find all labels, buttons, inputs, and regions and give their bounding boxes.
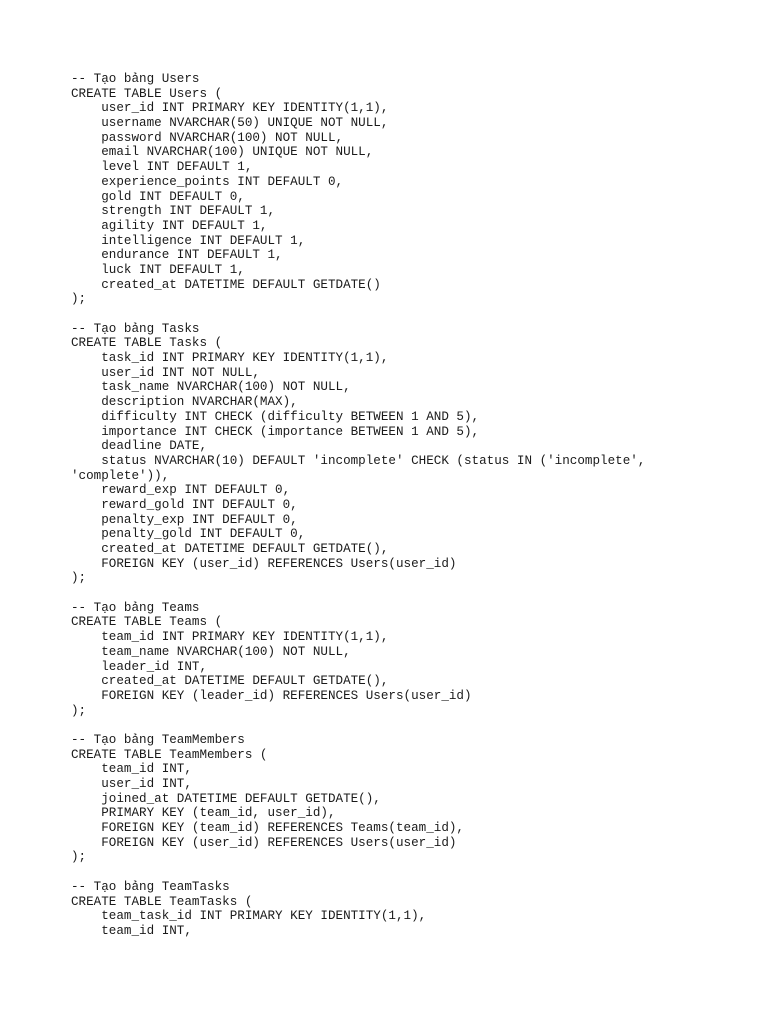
code-line: experience_points INT DEFAULT 0, <box>71 174 344 189</box>
code-line: luck INT DEFAULT 1, <box>71 262 245 277</box>
code-line: level INT DEFAULT 1, <box>71 160 253 175</box>
code-line: -- Tạo bảng TeamTasks <box>71 879 230 894</box>
code-block <box>71 733 748 865</box>
code-block <box>71 322 748 586</box>
code-line: password NVARCHAR(100) NOT NULL, <box>71 130 344 145</box>
code-line: ); <box>71 703 87 718</box>
code-block <box>71 72 748 307</box>
code-line: difficulty INT CHECK (difficulty BETWEEN 1 AND 5), <box>71 409 480 424</box>
code-line: -- Tạo bảng Users <box>71 72 200 86</box>
code-line: -- Tạo bảng TeamMembers <box>71 732 245 747</box>
code-line: -- Tạo bảng Tasks <box>71 321 200 336</box>
code-line: team_task_id INT PRIMARY KEY IDENTITY(1,1), <box>71 909 427 924</box>
code-line: reward_gold INT DEFAULT 0, <box>71 497 298 512</box>
code-line: importance INT CHECK (importance BETWEEN 1 AND 5), <box>71 424 480 439</box>
code-line: description NVARCHAR(MAX), <box>71 395 298 410</box>
code-line: CREATE TABLE Teams ( <box>71 615 223 630</box>
document-page <box>71 72 748 953</box>
code-line: gold INT DEFAULT 0, <box>71 189 245 204</box>
code-line: user_id INT NOT NULL, <box>71 365 260 380</box>
code-line: CREATE TABLE Users ( <box>71 86 223 101</box>
code-line: team_name NVARCHAR(100) NOT NULL, <box>71 644 351 659</box>
sql-code <box>71 72 748 939</box>
code-block <box>71 880 748 939</box>
code-line: created_at DATETIME DEFAULT GETDATE(), <box>71 542 389 556</box>
code-line: ); <box>71 571 87 586</box>
code-line: intelligence INT DEFAULT 1, <box>71 233 306 248</box>
code-line: task_id INT PRIMARY KEY IDENTITY(1,1), <box>71 351 389 366</box>
code-line: ); <box>71 292 87 307</box>
code-line: CREATE TABLE TeamMembers ( <box>71 747 268 762</box>
code-line: 'complete')), <box>71 468 170 483</box>
code-line: task_name NVARCHAR(100) NOT NULL, <box>71 380 351 395</box>
code-line: deadline DATE, <box>71 439 208 454</box>
code-line: endurance INT DEFAULT 1, <box>71 248 283 263</box>
code-line: FOREIGN KEY (user_id) REFERENCES Users(user_id) <box>71 835 457 850</box>
code-line: FOREIGN KEY (team_id) REFERENCES Teams(team_id), <box>71 821 464 836</box>
code-line: CREATE TABLE Tasks ( <box>71 336 223 351</box>
code-line: team_id INT, <box>71 762 192 777</box>
code-line: username NVARCHAR(50) UNIQUE NOT NULL, <box>71 116 389 131</box>
code-line: team_id INT, <box>71 923 192 938</box>
code-line: leader_id INT, <box>71 659 208 674</box>
code-line: team_id INT PRIMARY KEY IDENTITY(1,1), <box>71 630 389 645</box>
code-line: PRIMARY KEY (team_id, user_id), <box>71 806 336 821</box>
code-line: created_at DATETIME DEFAULT GETDATE(), <box>71 674 389 689</box>
code-line: user_id INT, <box>71 777 192 791</box>
code-line: joined_at DATETIME DEFAULT GETDATE(), <box>71 791 381 806</box>
code-line: FOREIGN KEY (leader_id) REFERENCES Users(user_id) <box>71 688 472 703</box>
code-line: FOREIGN KEY (user_id) REFERENCES Users(user_id) <box>71 556 457 571</box>
code-line: strength INT DEFAULT 1, <box>71 204 276 219</box>
code-line: created_at DATETIME DEFAULT GETDATE() <box>71 277 381 292</box>
code-line: ); <box>71 850 87 865</box>
code-line: -- Tạo bảng Teams <box>71 600 200 615</box>
code-line: agility INT DEFAULT 1, <box>71 218 268 233</box>
code-line: user_id INT PRIMARY KEY IDENTITY(1,1), <box>71 101 389 116</box>
code-block <box>71 601 748 719</box>
code-line: status NVARCHAR(10) DEFAULT 'incomplete' CHECK (status IN ('incomplete', <box>71 453 646 468</box>
code-line: penalty_exp INT DEFAULT 0, <box>71 512 298 527</box>
code-line: CREATE TABLE TeamTasks ( <box>71 894 253 909</box>
code-line: penalty_gold INT DEFAULT 0, <box>71 527 306 542</box>
code-line: reward_exp INT DEFAULT 0, <box>71 483 291 498</box>
code-line: email NVARCHAR(100) UNIQUE NOT NULL, <box>71 145 374 160</box>
